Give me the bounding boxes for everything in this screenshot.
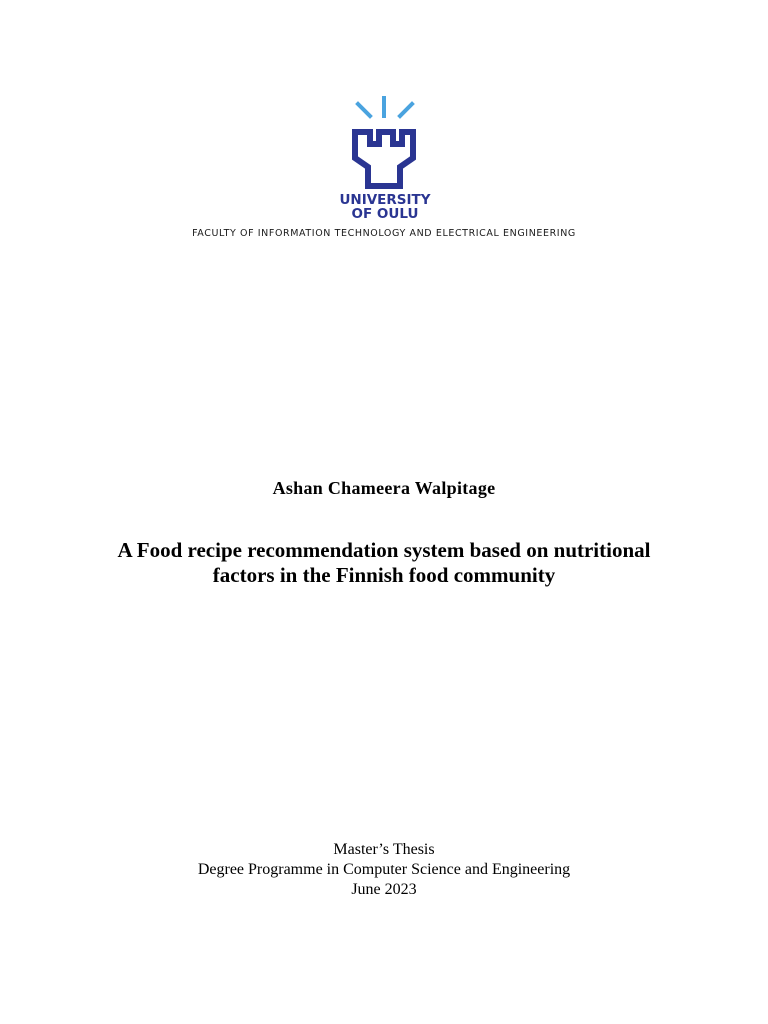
thesis-date: June 2023 [351,881,417,898]
oulu-tower-icon [332,92,440,222]
thesis-title-line-1: A Food recipe recommendation system based on nutritional [117,538,651,562]
thesis-meta [0,840,768,900]
light-rays [358,98,412,116]
logo-text-line1: UNIVERSITY [339,192,431,208]
degree-programme: Degree Programme in Computer Science and Engineering [197,861,571,878]
faculty-name: FACULTY OF INFORMATION TECHNOLOGY AND ELECTRICAL ENGINEERING [192,228,576,239]
author-name: Ashan Chameera Walpitage [272,478,496,498]
thesis-title-line-2: factors in the Finnish food community [212,563,556,587]
university-of-oulu-logo [332,92,440,222]
tower-shape [355,132,413,186]
thesis-title [64,538,704,588]
thesis-type: Master’s Thesis [333,841,435,858]
logo-text-line2: OF OULU [351,206,419,222]
